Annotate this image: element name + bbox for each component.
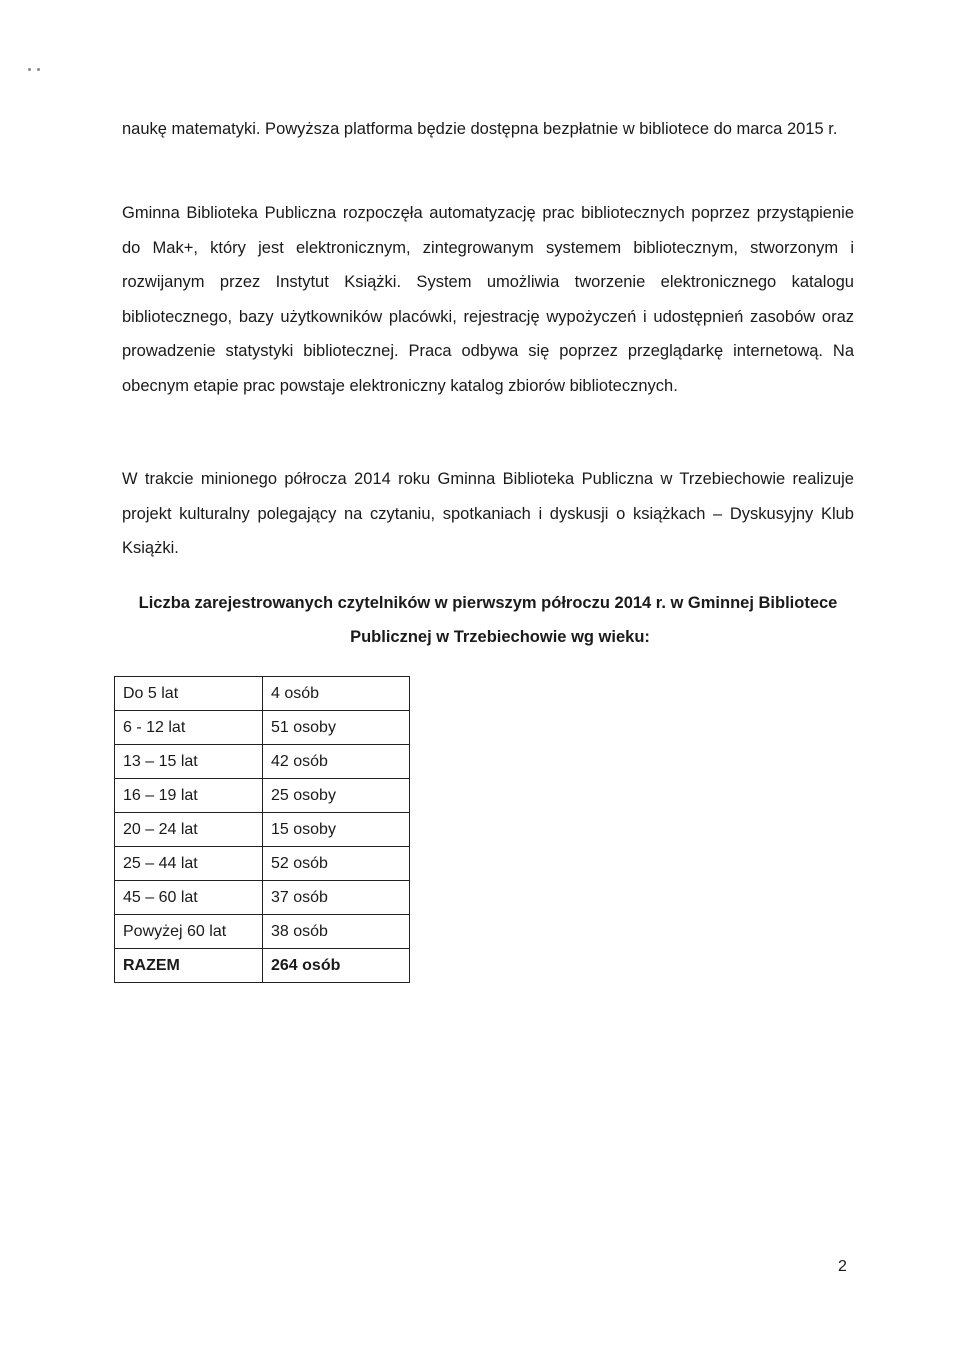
table-row bbox=[115, 915, 410, 949]
paragraph-library-automation: Gminna Biblioteka Publiczna rozpoczęła automatyzację prac bibliotecznych poprzez przystąpienie do Mak+, który jest elektronicznym, zintegrowanym systemem bibliotecznym, stworzonym i rozwijanym przez Instytut Książki. System umożliwia tworzenie elektronicznego katalogu bibliotecznego, bazy użytkowników placówki, rejestrację wypożyczeń i udostępnień zasobów oraz prowadzenie statystyki bibliotecznej. Praca odbywa się poprzez przeglądarkę internetową. Na obecnym etapie prac powstaje elektroniczny katalog zbiorów bibliotecznych. bbox=[122, 204, 854, 395]
age-group-cell: 6 - 12 lat bbox=[115, 711, 263, 745]
reader-count-cell: 37 osób bbox=[263, 881, 410, 915]
age-group-cell: 20 – 24 lat bbox=[115, 813, 263, 847]
reader-count-cell: 52 osób bbox=[263, 847, 410, 881]
readers-by-age-table bbox=[114, 676, 410, 983]
table-row bbox=[115, 677, 410, 711]
reader-count-cell: 51 osoby bbox=[263, 711, 410, 745]
table-row bbox=[115, 711, 410, 745]
paragraph-book-club-project: W trakcie minionego półrocza 2014 roku Gminna Biblioteka Publiczna w Trzebiechowie realizuje projekt kulturalny polegający na czytaniu, spotkaniach i dyskusji o książkach – Dyskusyjny Klub Książki. bbox=[122, 470, 854, 557]
age-group-cell: Do 5 lat bbox=[115, 677, 263, 711]
age-group-cell: 45 – 60 lat bbox=[115, 881, 263, 915]
table-row bbox=[115, 881, 410, 915]
reader-count-cell: 42 osób bbox=[263, 745, 410, 779]
scan-artifact bbox=[28, 58, 52, 66]
table-total-row bbox=[115, 949, 410, 983]
table-caption-line1: Liczba zarejestrowanych czytelników w pierwszym półroczu 2014 r. w Gminnej Bibliotece bbox=[138, 594, 838, 612]
table-row bbox=[115, 745, 410, 779]
reader-count-cell: 25 osoby bbox=[263, 779, 410, 813]
reader-count-cell: 15 osoby bbox=[263, 813, 410, 847]
age-group-cell: 13 – 15 lat bbox=[115, 745, 263, 779]
table-row bbox=[115, 779, 410, 813]
table-caption-line2: Publicznej w Trzebiechowie wg wieku: bbox=[350, 628, 650, 646]
page-number: 2 bbox=[838, 1258, 847, 1275]
paragraph-math-platform: naukę matematyki. Powyższa platforma będzie dostępna bezpłatnie w bibliotece do marca 2015 r. bbox=[122, 120, 838, 138]
table-row bbox=[115, 847, 410, 881]
age-group-cell: 16 – 19 lat bbox=[115, 779, 263, 813]
total-label-cell: RAZEM bbox=[115, 949, 263, 983]
table-row bbox=[115, 813, 410, 847]
age-group-cell: Powyżej 60 lat bbox=[115, 915, 263, 949]
total-count-cell: 264 osób bbox=[263, 949, 410, 983]
reader-count-cell: 38 osób bbox=[263, 915, 410, 949]
age-group-cell: 25 – 44 lat bbox=[115, 847, 263, 881]
reader-count-cell: 4 osób bbox=[263, 677, 410, 711]
